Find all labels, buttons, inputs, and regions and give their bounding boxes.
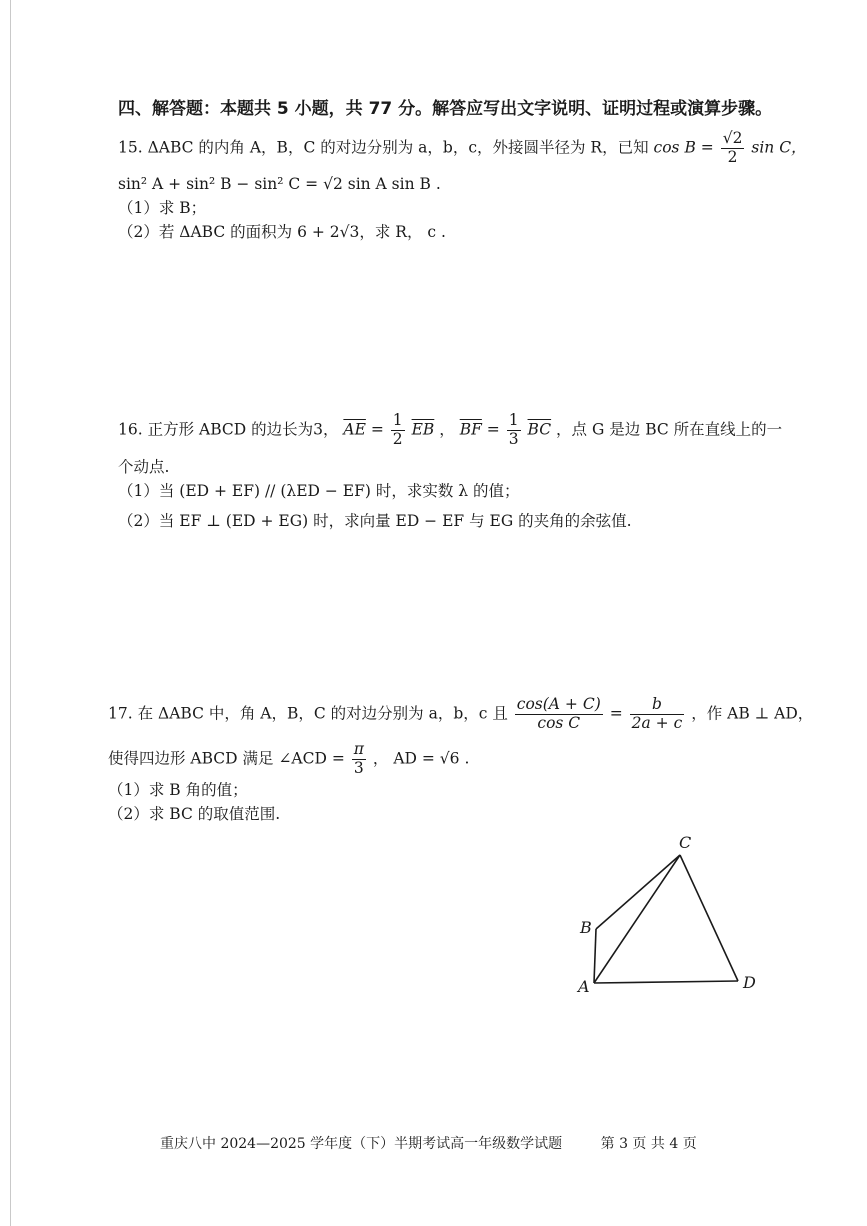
footer-page: 第 3 页 共 4 页 xyxy=(600,1136,697,1152)
q15-cond1-rhs: sin C， xyxy=(751,138,807,157)
q17-part1: （1）求 B 角的值； xyxy=(108,781,248,799)
q17-pi-fraction xyxy=(352,741,366,778)
q17-f1-den: cos C xyxy=(537,713,581,732)
q17-f1-num: cos(A + C) xyxy=(516,695,601,713)
q17-eq: = xyxy=(609,704,623,723)
q16-part1: （1）当 (ED + EF) // (λED − EF) 时，求实数 λ 的值； xyxy=(118,482,520,500)
q15-line1 xyxy=(118,130,807,167)
q16-vec-bf: $\overline{BF}$ xyxy=(459,420,482,439)
q17-f2-num: b xyxy=(630,696,685,715)
q16-tail: ，点 G 是边 BC 所在直线上的一 xyxy=(556,420,783,439)
q16-vec-ae: $\overline{AE}$ xyxy=(343,420,366,439)
label-a: A xyxy=(578,977,590,996)
q17-intro: 17. 在 ΔABC 中，角 A，B，C 的对边分别为 a，b，c 且 xyxy=(108,704,508,723)
label-d: D xyxy=(743,973,756,992)
q15-cond1-den: 2 xyxy=(727,147,738,166)
q16-bf-num: 1 xyxy=(508,411,519,429)
q16-line1 xyxy=(118,412,782,449)
q16-bf-den: 3 xyxy=(508,429,519,448)
label-b: B xyxy=(580,918,592,937)
label-c: C xyxy=(679,833,692,852)
quadrilateral-figure xyxy=(570,825,770,1005)
segment-cd xyxy=(680,855,738,981)
q16-vec-bc: $\overline{BC}$ xyxy=(527,420,552,439)
q16-ae-fraction xyxy=(391,412,405,449)
q17-line1 xyxy=(108,696,813,733)
q16-ae-den: 2 xyxy=(392,429,403,448)
page-edge xyxy=(10,0,11,1226)
q15-part2: （2）若 ΔABC 的面积为 6 + 2√3，求 R， c . xyxy=(118,223,446,241)
segment-ab xyxy=(594,929,596,983)
q16-line2: 个动点. xyxy=(118,458,170,476)
q17-pi-den: 3 xyxy=(353,758,364,777)
section-title: 四、解答题：本题共 5 小题，共 77 分。解答应写出文字说明、证明过程或演算步骤。 xyxy=(118,99,773,119)
q17-fraction1 xyxy=(515,696,603,733)
q16-comma1: ， xyxy=(439,420,455,439)
q16-vec-eb: $\overline{EB}$ xyxy=(411,420,435,439)
footer xyxy=(160,1133,697,1153)
q16-eq1: = xyxy=(370,420,384,439)
q16-bf-fraction xyxy=(507,412,521,449)
q15-intro: 15. ΔABC 的内角 A，B，C 的对边分别为 a，b，c，外接圆半径为 R，已知 xyxy=(118,138,649,157)
q15-cond1-fraction xyxy=(721,130,745,167)
q17-line2-pre: 使得四边形 ABCD 满足 ∠ACD = xyxy=(108,749,345,768)
footer-text: 重庆八中 2024—2025 学年度（下）半期考试高一年级数学试题 xyxy=(160,1136,563,1152)
q15-cond2: sin² A + sin² B − sin² C = √2 sin A sin B . xyxy=(118,175,441,193)
q16-part2: （2）当 EF ⊥ (ED + EG) 时，求向量 ED − EF 与 EG 的夹角的余弦值. xyxy=(118,512,632,530)
q15-cond1-lhs: cos B = xyxy=(653,138,714,157)
q16-eq2: = xyxy=(486,420,500,439)
q17-line2-post: ， AD = √6 . xyxy=(372,749,470,768)
q17-line2 xyxy=(108,741,469,778)
q16-intro: 16. 正方形 ABCD 的边长为3， xyxy=(118,420,339,439)
q17-fraction2 xyxy=(630,696,685,733)
q15-part1: （1）求 B； xyxy=(118,199,207,217)
segment-ad xyxy=(594,981,738,983)
q17-part2: （2）求 BC 的取值范围. xyxy=(108,805,281,823)
q17-f2-den: 2a + c xyxy=(631,713,683,732)
q17-pi-num: π xyxy=(353,740,364,758)
q16-ae-num: 1 xyxy=(392,411,403,429)
q17-tail: ，作 AB ⊥ AD， xyxy=(691,704,814,723)
q15-cond1-num: √2 xyxy=(722,129,743,147)
